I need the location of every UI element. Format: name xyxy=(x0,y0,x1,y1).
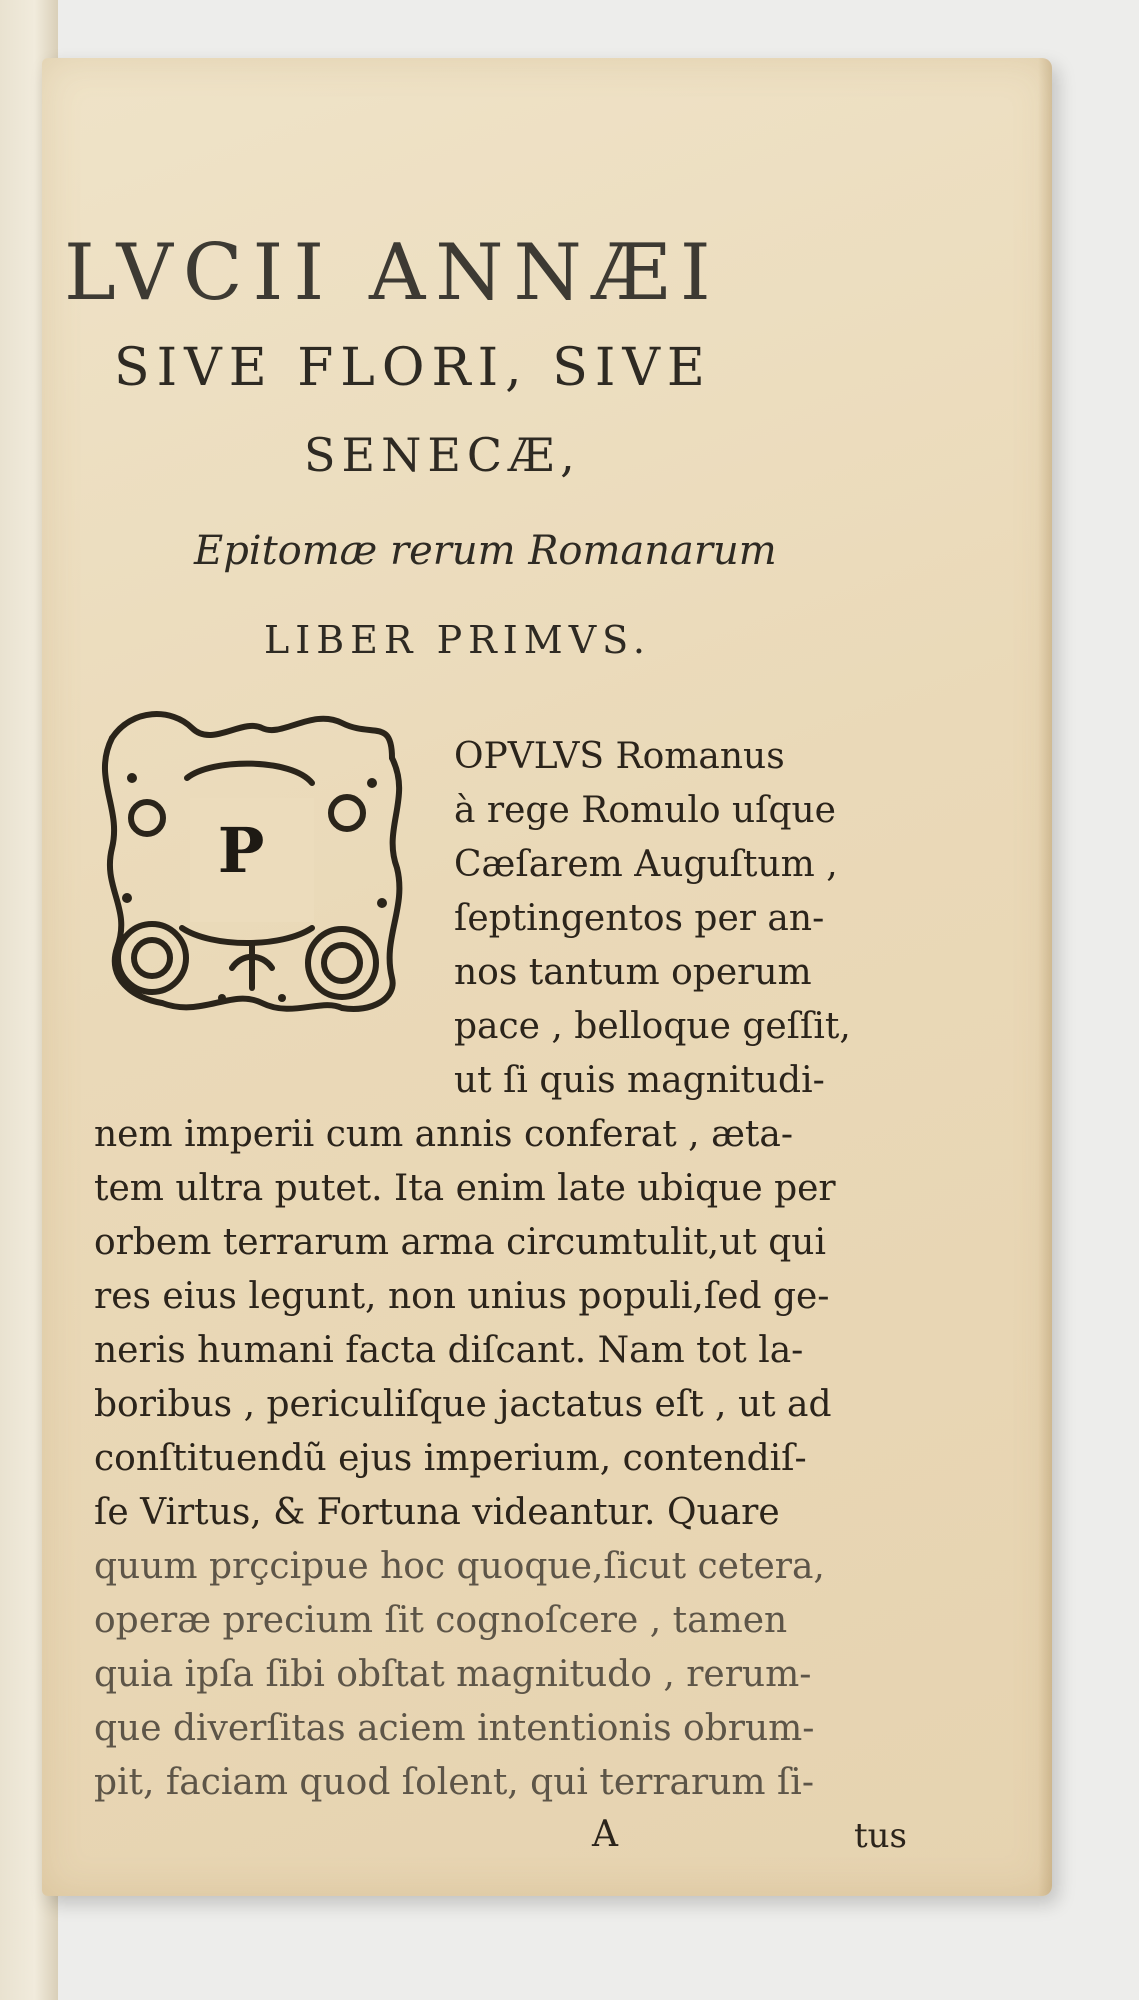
body-line: OPVLVS Romanus xyxy=(454,736,785,777)
book-page xyxy=(42,58,1052,1896)
body-line: operæ precium ſit cognoſcere , tamen xyxy=(94,1600,788,1641)
body-line: que diverſitas aciem intentionis obrum- xyxy=(94,1708,815,1749)
subtitle: Epitomæ rerum Romanarum xyxy=(194,528,777,574)
signature-mark: A xyxy=(592,1814,618,1855)
body-line: quia ipſa ſibi obſtat magnitudo , rerum- xyxy=(94,1654,812,1695)
body-line: Cæſarem Auguſtum , xyxy=(454,844,838,885)
title-line-3: SENECÆ, xyxy=(304,428,581,482)
body-line: res eius legunt, non unius populi,ſed ge- xyxy=(94,1276,830,1317)
body-line: tem ultra putet. Ita enim late ubique per xyxy=(94,1168,836,1209)
body-line: conſtituendũ ejus imperium, contendiſ- xyxy=(94,1438,807,1479)
body-line: nem imperii cum annis conferat , æta- xyxy=(94,1114,793,1155)
title-line-2: SIVE FLORI, SIVE xyxy=(114,338,712,398)
decorated-initial xyxy=(92,698,412,1028)
body-line: à rege Romulo uſque xyxy=(454,790,836,831)
body-line: nos tantum operum xyxy=(454,952,812,993)
body-line: neris humani facta diſcant. Nam tot la- xyxy=(94,1330,804,1371)
body-line: ut ſi quis magnitudi- xyxy=(454,1060,825,1101)
catchword: tus xyxy=(854,1816,908,1856)
body-line: orbem terrarum arma circumtulit,ut qui xyxy=(94,1222,826,1263)
body-line: ſe Virtus, & Fortuna videantur. Quare xyxy=(94,1492,780,1533)
body-line: pit, faciam quod ſolent, qui terrarum ſi- xyxy=(94,1762,814,1803)
initial-letter: P xyxy=(217,814,265,887)
body-line: quum prçcipue hoc quoque,ſicut cetera, xyxy=(94,1546,825,1587)
book-label: LIBER PRIMVS. xyxy=(264,618,651,662)
body-line: boribus , periculiſque jactatus eſt , ut ad xyxy=(94,1384,832,1425)
body-line: pace , belloque geſſit, xyxy=(454,1006,851,1047)
title-line-1: LVCII ANNÆI xyxy=(64,228,721,318)
body-line: ſeptingentos per an- xyxy=(454,898,825,939)
